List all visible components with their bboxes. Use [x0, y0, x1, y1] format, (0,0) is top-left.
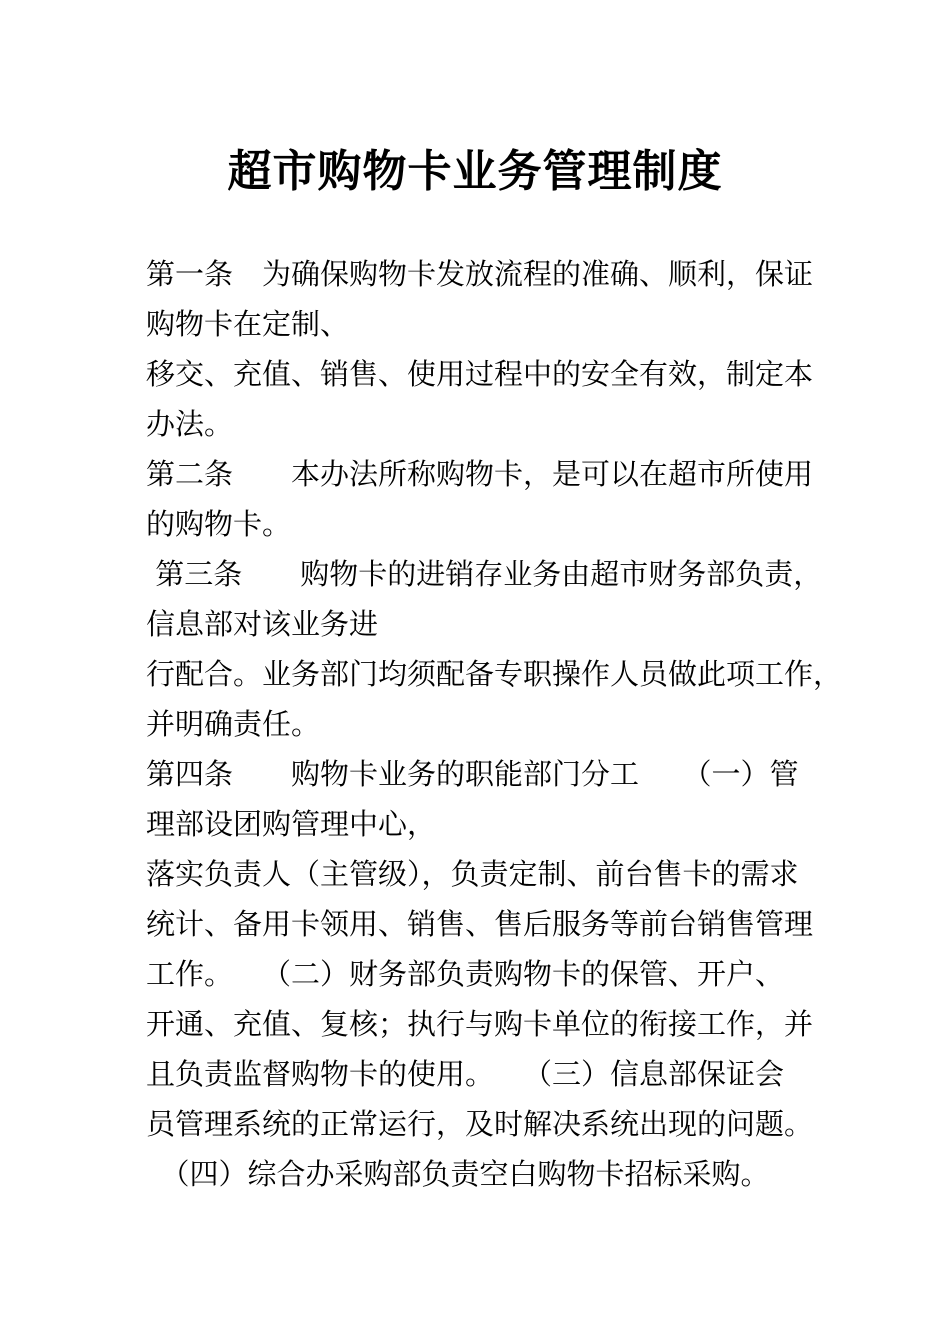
body-line: 购物卡在定制、 [146, 307, 350, 341]
body-line: 开通、充值、复核；执行与购卡单位的衔接工作，并 [146, 1007, 814, 1041]
body-line: 理部设团购管理中心， [146, 807, 437, 841]
body-line: 且负责监督购物卡的使用。 （三）信息部保证会 [146, 1057, 785, 1091]
body-line: 员管理系统的正常运行，及时解决系统出现的问题。 [146, 1107, 814, 1141]
body-line: 第二条 本办法所称购物卡，是可以在超市所使用 [146, 457, 814, 491]
body-line: 第一条 为确保购物卡发放流程的准确、顺利，保证 [146, 257, 814, 291]
body-line: 信息部对该业务进 [146, 607, 379, 641]
body-line: 办法。 [146, 407, 234, 441]
body-line: 工作。 （二）财务部负责购物卡的保管、开户、 [146, 957, 785, 991]
body-line: （四）综合办采购部负责空白购物卡招标采购。 [146, 1157, 770, 1191]
body-line: 的购物卡。 [146, 507, 292, 541]
body-line: 第四条 购物卡业务的职能部门分工 （一）管 [146, 757, 799, 791]
document-title: 超市购物卡业务管理制度 [227, 146, 723, 197]
body-line: 行配合。业务部门均须配备专职操作人员做此项工作， [146, 657, 843, 691]
body-line: 移交、充值、销售、使用过程中的安全有效，制定本 [146, 357, 814, 391]
body-line: 落实负责人（主管级），负责定制、前台售卡的需求 [146, 857, 799, 891]
body-line: 统计、备用卡领用、销售、售后服务等前台销售管理 [146, 907, 814, 941]
body-line: 并明确责任。 [146, 707, 321, 741]
body-line: 第三条 购物卡的进销存业务由超市财务部负责， [146, 557, 823, 591]
